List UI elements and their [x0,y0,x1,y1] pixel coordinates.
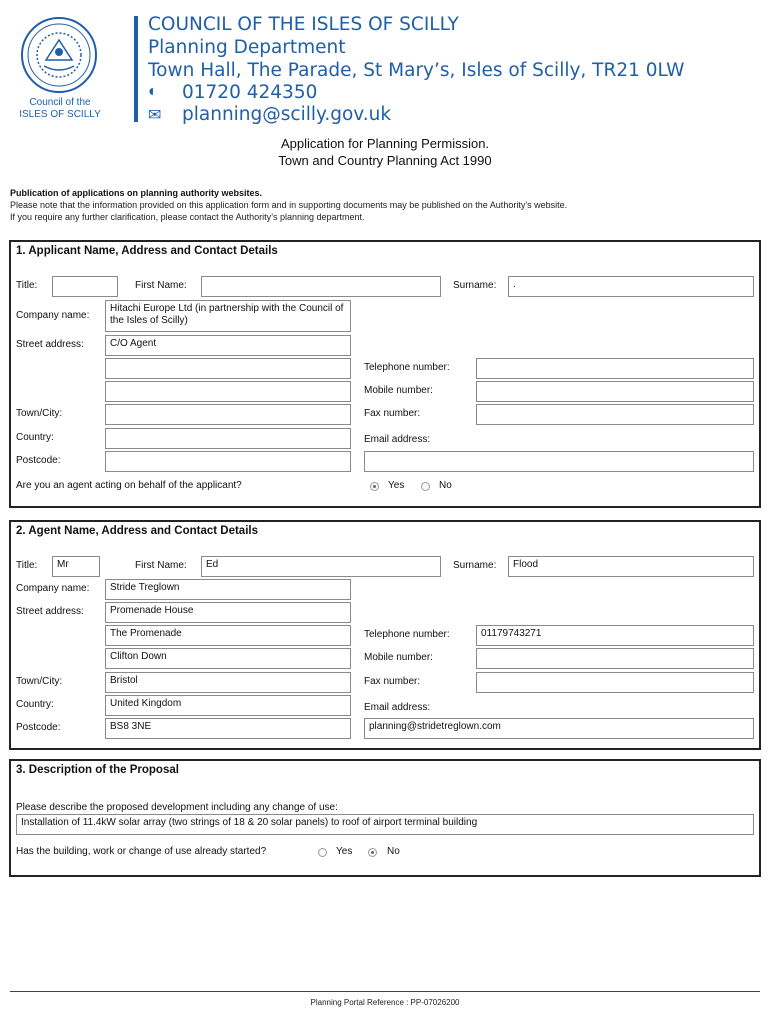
town-label: Town/City: [16,408,63,419]
town-label: Town/City: [16,676,63,687]
first-name-label: First Name: [135,280,187,291]
surname-label: Surname: [453,280,497,291]
agent-question: Are you an agent acting on behalf of the applicant? [16,480,242,491]
country-label: Country: [16,699,54,710]
applicant-street1-field[interactable]: C/O Agent [105,335,351,356]
applicant-telephone-field[interactable] [476,358,754,379]
council-caption-line1: Council of the [29,97,91,108]
company-label: Company name: [16,310,90,321]
proposal-prompt: Please describe the proposed development including any change of use: [16,802,338,813]
publication-contact: If you require any further clarification, please contact the Authority’s planning department. [10,212,365,222]
section-agent [9,520,761,750]
applicant-postcode-field[interactable] [105,451,351,472]
council-seal-icon [20,16,98,94]
country-label: Country: [16,432,54,443]
proposal-description-field[interactable]: Installation of 11.4kW solar array (two strings of 18 & 20 solar panels) to roof of airport terminal building [16,814,754,835]
applicant-email-field[interactable] [364,451,754,472]
footer-divider [10,991,760,992]
header-department: Planning Department [148,37,346,58]
street-label: Street address: [16,339,84,350]
applicant-surname-field[interactable]: . [508,276,754,297]
agent-mobile-field[interactable] [476,648,754,669]
header-divider [134,16,138,122]
footer-reference: Planning Portal Reference : PP-07026200 [310,998,460,1007]
started-yes-radio[interactable] [318,848,327,857]
applicant-mobile-field[interactable] [476,381,754,402]
applicant-street3-field[interactable] [105,381,351,402]
publication-note: Please note that the information provided on this application form and in supporting documents may be published on the Authority’s website. [10,200,568,210]
section-heading: 3. Description of the Proposal [16,764,179,776]
section-heading: 1. Applicant Name, Address and Contact Details [16,245,278,257]
applicant-title-field[interactable] [52,276,118,297]
fax-label: Fax number: [364,676,421,687]
started-question: Has the building, work or change of use already started? [16,846,267,857]
telephone-label: Telephone number: [364,362,450,373]
mobile-label: Mobile number: [364,652,433,663]
agent-first-name-field[interactable]: Ed [201,556,441,577]
section-heading: 2. Agent Name, Address and Contact Details [16,525,258,537]
council-caption-line2: ISLES OF SCILLY [19,109,101,120]
telephone-label: Telephone number: [364,629,450,640]
agent-postcode-field[interactable]: BS8 3NE [105,718,351,739]
section-proposal [9,759,761,877]
started-no-radio[interactable] [368,848,377,857]
fax-label: Fax number: [364,408,421,419]
header-council-name: COUNCIL OF THE ISLES OF SCILLY [148,14,459,35]
council-caption [14,97,106,121]
phone-icon: ◐ [148,83,158,100]
applicant-country-field[interactable] [105,428,351,449]
agent-street3-field[interactable]: Clifton Down [105,648,351,669]
postcode-label: Postcode: [16,722,61,733]
applicant-street2-field[interactable] [105,358,351,379]
mobile-label: Mobile number: [364,385,433,396]
publication-heading: Publication of applications on planning authority websites. [10,188,263,198]
agent-telephone-field[interactable]: 01179743271 [476,625,754,646]
agent-email-field[interactable]: planning@stridetreglown.com [364,718,754,739]
title-label: Title: [16,560,38,571]
surname-label: Surname: [453,560,497,571]
header-phone: 01720 424350 [182,82,318,103]
started-no-label: No [387,846,400,857]
title-label: Title: [16,280,38,291]
header-address: Town Hall, The Parade, St Mary’s, Isles of Scilly, TR21 0LW [148,60,685,81]
email-icon: ✉ [148,107,162,124]
agent-surname-field[interactable]: Flood [508,556,754,577]
started-yes-label: Yes [336,846,353,857]
agent-country-field[interactable]: United Kingdom [105,695,351,716]
email-label: Email address: [364,434,431,445]
header-email[interactable]: planning@scilly.gov.uk [182,104,392,125]
agent-no-radio[interactable] [421,482,430,491]
applicant-town-field[interactable] [105,404,351,425]
agent-title-field[interactable]: Mr [52,556,100,577]
agent-town-field[interactable]: Bristol [105,672,351,693]
page-subtitle: Town and Country Planning Act 1990 [278,153,492,168]
email-label: Email address: [364,702,431,713]
applicant-first-name-field[interactable] [201,276,441,297]
agent-yes-label: Yes [388,480,405,491]
section-applicant [9,240,761,508]
page-title: Application for Planning Permission. [280,136,490,151]
agent-yes-radio[interactable] [370,482,379,491]
company-label: Company name: [16,583,90,594]
agent-street2-field[interactable]: The Promenade [105,625,351,646]
street-label: Street address: [16,606,84,617]
agent-fax-field[interactable] [476,672,754,693]
agent-street1-field[interactable]: Promenade House [105,602,351,623]
postcode-label: Postcode: [16,455,61,466]
applicant-fax-field[interactable] [476,404,754,425]
agent-no-label: No [439,480,452,491]
first-name-label: First Name: [135,560,187,571]
agent-company-field[interactable]: Stride Treglown [105,579,351,600]
applicant-company-field[interactable]: Hitachi Europe Ltd (in partnership with the Council of the Isles of Scilly) [105,300,351,332]
